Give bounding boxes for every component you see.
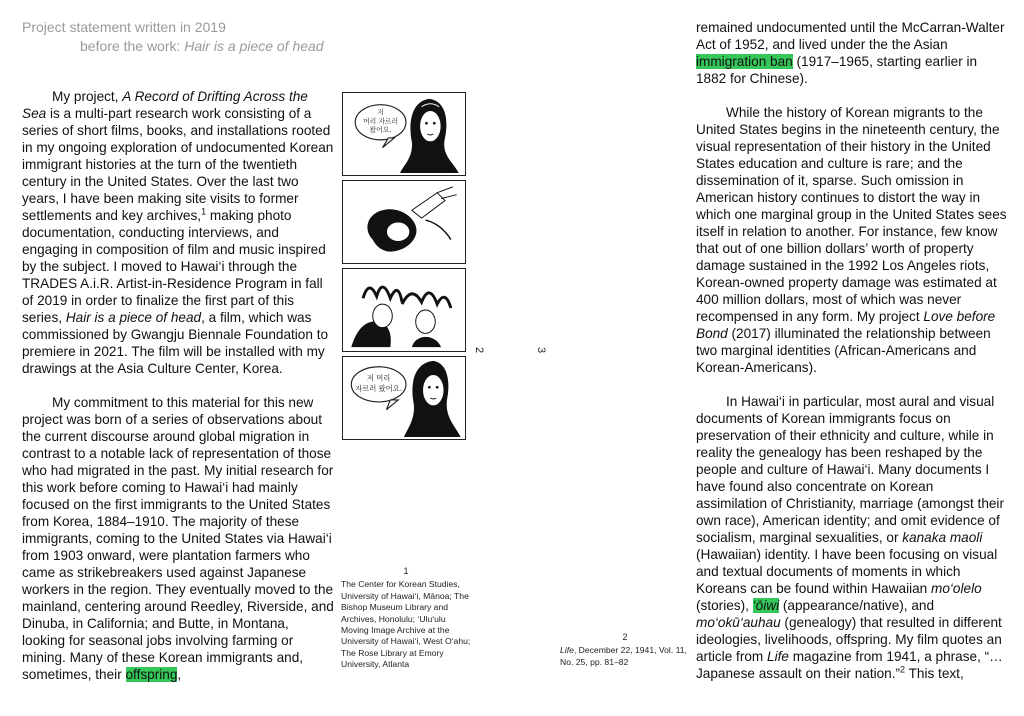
header-work-title: Hair is a piece of head bbox=[184, 38, 324, 54]
text-run: magazine from 1941, a phrase, “… Japanese assault on their nation.” bbox=[696, 649, 1003, 681]
comic-panel-4 bbox=[342, 356, 466, 440]
project-title: A Record of Drifting Across the Sea bbox=[22, 89, 308, 121]
text-run: , a film, which was commissioned by Gwangju Biennale Foundation to premiere in 2021. The film will be installed with my drawings at the Asia Culture Center, Korea. bbox=[22, 310, 329, 376]
left-text-column bbox=[22, 88, 334, 700]
text-run: My commitment to this material for this new project was born of a series of observations about the current discourse around global migration in contrast to a notable lack of representation of those who had migrated in the past. My initial research for this work before coming to Hawai‘i had mainly focused on the first immigrants to the United States from Korea, 1884–1910. The majority of these immigrants, coming to the United States via Hawai‘i from 1903 onward, were plantation farmers who came as strikebreakers used against Japanese workers in the region. They eventually moved to the mainland, centering around Reedley, Riverside, and Dinuba, in California; and Butte, in Montana, looking for seasonal jobs involving farming or mining. Many of these Korean immigrants and, sometimes, their bbox=[22, 395, 334, 682]
comic-strip bbox=[342, 92, 468, 444]
page-header bbox=[22, 18, 324, 56]
footnote-2-source: Life bbox=[560, 645, 574, 656]
header-line-1: Project statement written in 2019 bbox=[22, 19, 226, 35]
footnote-mark-2: 2 bbox=[900, 664, 906, 675]
text-run: (1917–1965, starting earlier in 1882 for Chinese). bbox=[696, 54, 978, 86]
footnote-2-text: , December 22, 1941, Vol. 11, No. 25, pp. 81–82 bbox=[560, 645, 687, 667]
footnote-1-text: The Center for Korean Studies, University of Hawai‘i, Mānoa; The Bishop Museum Library and Archives, Honolulu; ‘Ulu‘ulu Moving Image Archive at the University of Hawai‘i, West O‘ahu; The Rose Library at Emory University, Atlanta bbox=[341, 579, 471, 670]
header-line-2-prefix: before the work: bbox=[80, 38, 185, 54]
page-number-right: 3 bbox=[535, 346, 548, 354]
text-run: (stories), bbox=[696, 598, 753, 613]
right-paragraph-1 bbox=[696, 104, 1008, 376]
text-run: is a multi-part research work consisting of a series of short films, books, and installations rooted in my ongoing exploration of undocumented Korean immigrant histories at the turn of the twentieth century in the United States. Over the last two years, I have been making site visits to former settlements and key archives, bbox=[22, 106, 334, 223]
comic-panel-1-drawing bbox=[343, 93, 465, 175]
text-run: , bbox=[177, 667, 182, 682]
right-paragraph-0 bbox=[696, 19, 1008, 87]
highlight-offspring: offspring bbox=[125, 667, 178, 682]
highlight-oiwi: ‘ōiwi bbox=[752, 598, 780, 613]
comic-panel-3-drawing bbox=[343, 269, 465, 351]
text-run: remained undocumented until the McCarran-Walter Act of 1952, and lived under the the Asian bbox=[696, 20, 1005, 52]
footnote-1-number: 1 bbox=[403, 566, 409, 576]
speech-bubble-4-line-2: 자르러 왔어요. bbox=[355, 384, 403, 394]
text-run: making photo documentation, conducting interviews, and engaging in composition of film and music inspired by the subject. I moved to Hawai‘i through the TRADES A.i.R. Artist-in-Residence Program in fall of 2019 in order to finalize the first part of this series, bbox=[22, 208, 326, 325]
term-moolelo: mo‘olelo bbox=[931, 581, 982, 596]
magazine-life: Life bbox=[767, 649, 789, 664]
footnote-mark-1: 1 bbox=[201, 206, 207, 217]
text-run: In Hawai‘i in particular, most aural and visual documents of Korean immigrants focus on preservation of their ethnicity and culture, while in reality the genealogy has been reshaped by the people and culture of Hawai‘i. Many documents I have found also concentrate on Korean assimilation of Christianity, marriage (amongst their own race), American identity; and omit evidence of socialism, marginal sexualities, or bbox=[696, 394, 1004, 545]
comic-panel-1 bbox=[342, 92, 466, 176]
text-run: While the history of Korean migrants to the United States begins in the nineteenth century, the visual representation of their history in the United States education and culture is rare; and the dissemination of it, sparse. Such omission in American history continues to distort the way in which one marginal group in the United States sees itself in relation to another. For instance, few know that out of one billion dollars’ worth of property damage sustained in the 1992 Los Angeles riots, Korean-owned property damage was estimated at 400 million dollars, most of which was never recompensed in any form. My project bbox=[696, 105, 1007, 324]
text-run: (genealogy) that resulted in different ideologies, livelihoods, offspring. My film quotes an article from bbox=[696, 615, 1002, 664]
comic-panel-4-drawing bbox=[343, 357, 465, 439]
header-line-2 bbox=[22, 37, 324, 56]
left-paragraph-1 bbox=[22, 88, 334, 377]
speech-bubble-1-line-3: 왔어요. bbox=[369, 126, 392, 135]
speech-bubble-4-line-1: 저 머리 bbox=[366, 373, 391, 383]
right-text-column bbox=[696, 19, 1008, 699]
footnote-1 bbox=[341, 566, 471, 671]
text-run: (Hawaiian) identity. I have been focusing on visual and textual documents of moments in which Koreans can be found within Hawaiian bbox=[696, 547, 998, 596]
term-mookuauhau: mo‘okū‘auhau bbox=[696, 615, 781, 630]
film-title: Hair is a piece of head bbox=[65, 310, 202, 325]
page-number-left: 2 bbox=[473, 346, 486, 354]
text-run: (2017) illuminated the relationship between two marginal identities (African-Americans and Korean-Americans). bbox=[696, 326, 991, 375]
left-paragraph-2 bbox=[22, 394, 334, 683]
speech-bubble-1-line-1: 저 bbox=[377, 108, 384, 117]
comic-panel-3 bbox=[342, 268, 466, 352]
highlight-immigration-ban: immigration ban bbox=[696, 54, 793, 69]
footnote-2 bbox=[560, 632, 690, 668]
text-run: (appearance/native), and bbox=[779, 598, 935, 613]
comic-panel-2 bbox=[342, 180, 466, 264]
speech-bubble-1-line-2: 머리 자르러 bbox=[362, 117, 399, 126]
project-title-love-before-bond: Love before Bond bbox=[696, 309, 996, 341]
footnote-2-number: 2 bbox=[622, 632, 628, 642]
text-run: This text, bbox=[905, 666, 964, 681]
term-kanaka-maoli: kanaka maoli bbox=[902, 530, 983, 545]
comic-panel-2-drawing bbox=[343, 181, 465, 263]
right-paragraph-2 bbox=[696, 393, 1008, 682]
text-run: My project, bbox=[52, 89, 123, 104]
